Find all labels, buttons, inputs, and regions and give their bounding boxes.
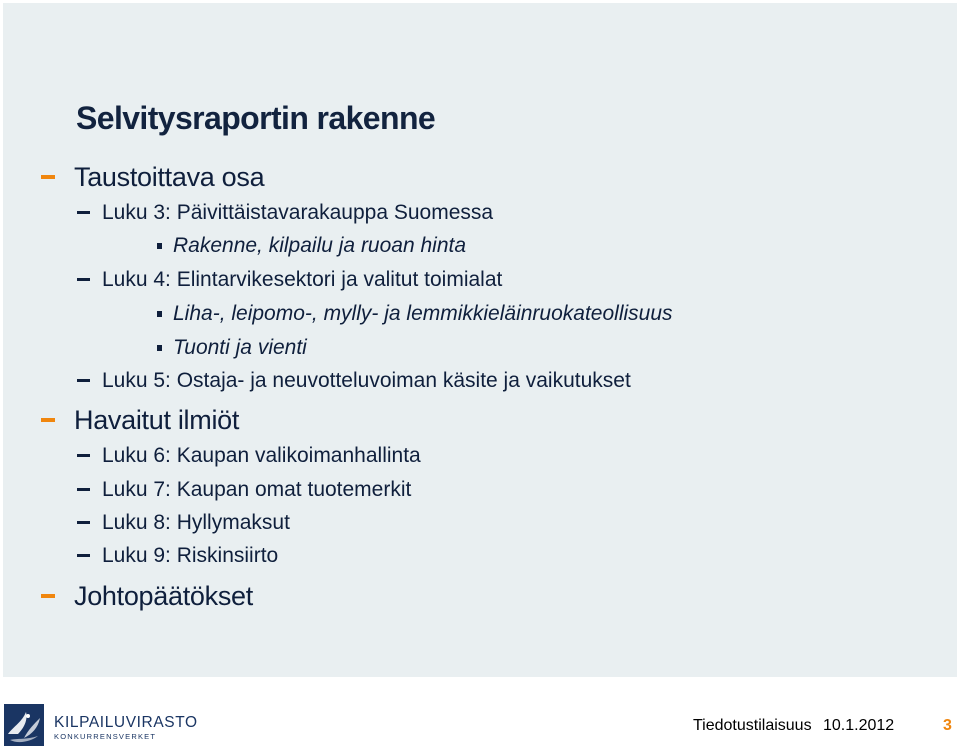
- square-bullet-icon: [157, 243, 162, 249]
- bullet-text: Johtopäätökset: [74, 581, 253, 611]
- bullet-item-level1: [74, 161, 264, 193]
- bullet-item-level3: [173, 335, 307, 361]
- navy-dash-bullet-icon: [77, 278, 90, 281]
- bullet-item-level2: [102, 443, 421, 469]
- bullet-item-level2: [102, 510, 290, 536]
- bullet-item-level3: [173, 233, 466, 259]
- bullet-text: Liha-, leipomo-, mylly- ja lemmikkieläinruokateollisuus: [173, 302, 673, 325]
- navy-dash-bullet-icon: [77, 521, 90, 524]
- bullet-item-level3: [173, 301, 673, 327]
- footer-label: Tiedotustilaisuus: [693, 717, 812, 734]
- bullet-text: Taustoittava osa: [74, 162, 265, 192]
- bullet-text: Luku 4: Elintarvikesektori ja valitut toimialat: [102, 268, 503, 291]
- bullet-item-level2: [102, 543, 278, 569]
- footer-date: 10.1.2012: [823, 717, 895, 734]
- navy-dash-bullet-icon: [77, 211, 90, 214]
- bullet-item-level2: [102, 368, 631, 394]
- bullet-text: Luku 6: Kaupan valikoimanhallinta: [102, 444, 421, 467]
- navy-dash-bullet-icon: [77, 554, 90, 557]
- logo-subtitle: KONKURRENSVERKET: [54, 732, 157, 741]
- bullet-text: Luku 3: Päivittäistavarakauppa Suomessa: [102, 201, 494, 224]
- bullet-text: Luku 7: Kaupan omat tuotemerkit: [102, 478, 412, 501]
- navy-dash-bullet-icon: [77, 488, 90, 491]
- kilpailuvirasto-logo-icon: [4, 704, 44, 746]
- orange-dash-bullet-icon: [41, 418, 55, 422]
- bullet-item-level1: [74, 580, 253, 612]
- orange-dash-bullet-icon: [41, 594, 55, 598]
- bullet-text: Luku 5: Ostaja- ja neuvotteluvoiman käsite ja vaikutukset: [102, 369, 631, 392]
- slide-title: Selvitysraportin rakenne: [76, 100, 436, 136]
- bullet-text: Havaitut ilmiöt: [74, 405, 240, 435]
- bullet-text: Rakenne, kilpailu ja ruoan hinta: [173, 234, 467, 257]
- navy-dash-bullet-icon: [77, 454, 90, 457]
- bullet-text: Luku 9: Riskinsiirto: [102, 544, 279, 567]
- square-bullet-icon: [157, 311, 162, 317]
- bullet-item-level2: [102, 267, 502, 293]
- logo-name: KILPAILUVIRASTO: [54, 714, 198, 731]
- navy-dash-bullet-icon: [77, 379, 90, 382]
- bullet-item-level1: [74, 404, 239, 436]
- square-bullet-icon: [157, 345, 162, 351]
- bullet-item-level2: [102, 200, 493, 226]
- orange-dash-bullet-icon: [41, 175, 55, 179]
- bullet-text: Luku 8: Hyllymaksut: [102, 511, 290, 534]
- bullet-text: Tuonti ja vienti: [173, 336, 307, 359]
- slide-footer: [0, 690, 960, 750]
- page-number: 3: [943, 717, 952, 734]
- bullet-item-level2: [102, 477, 411, 503]
